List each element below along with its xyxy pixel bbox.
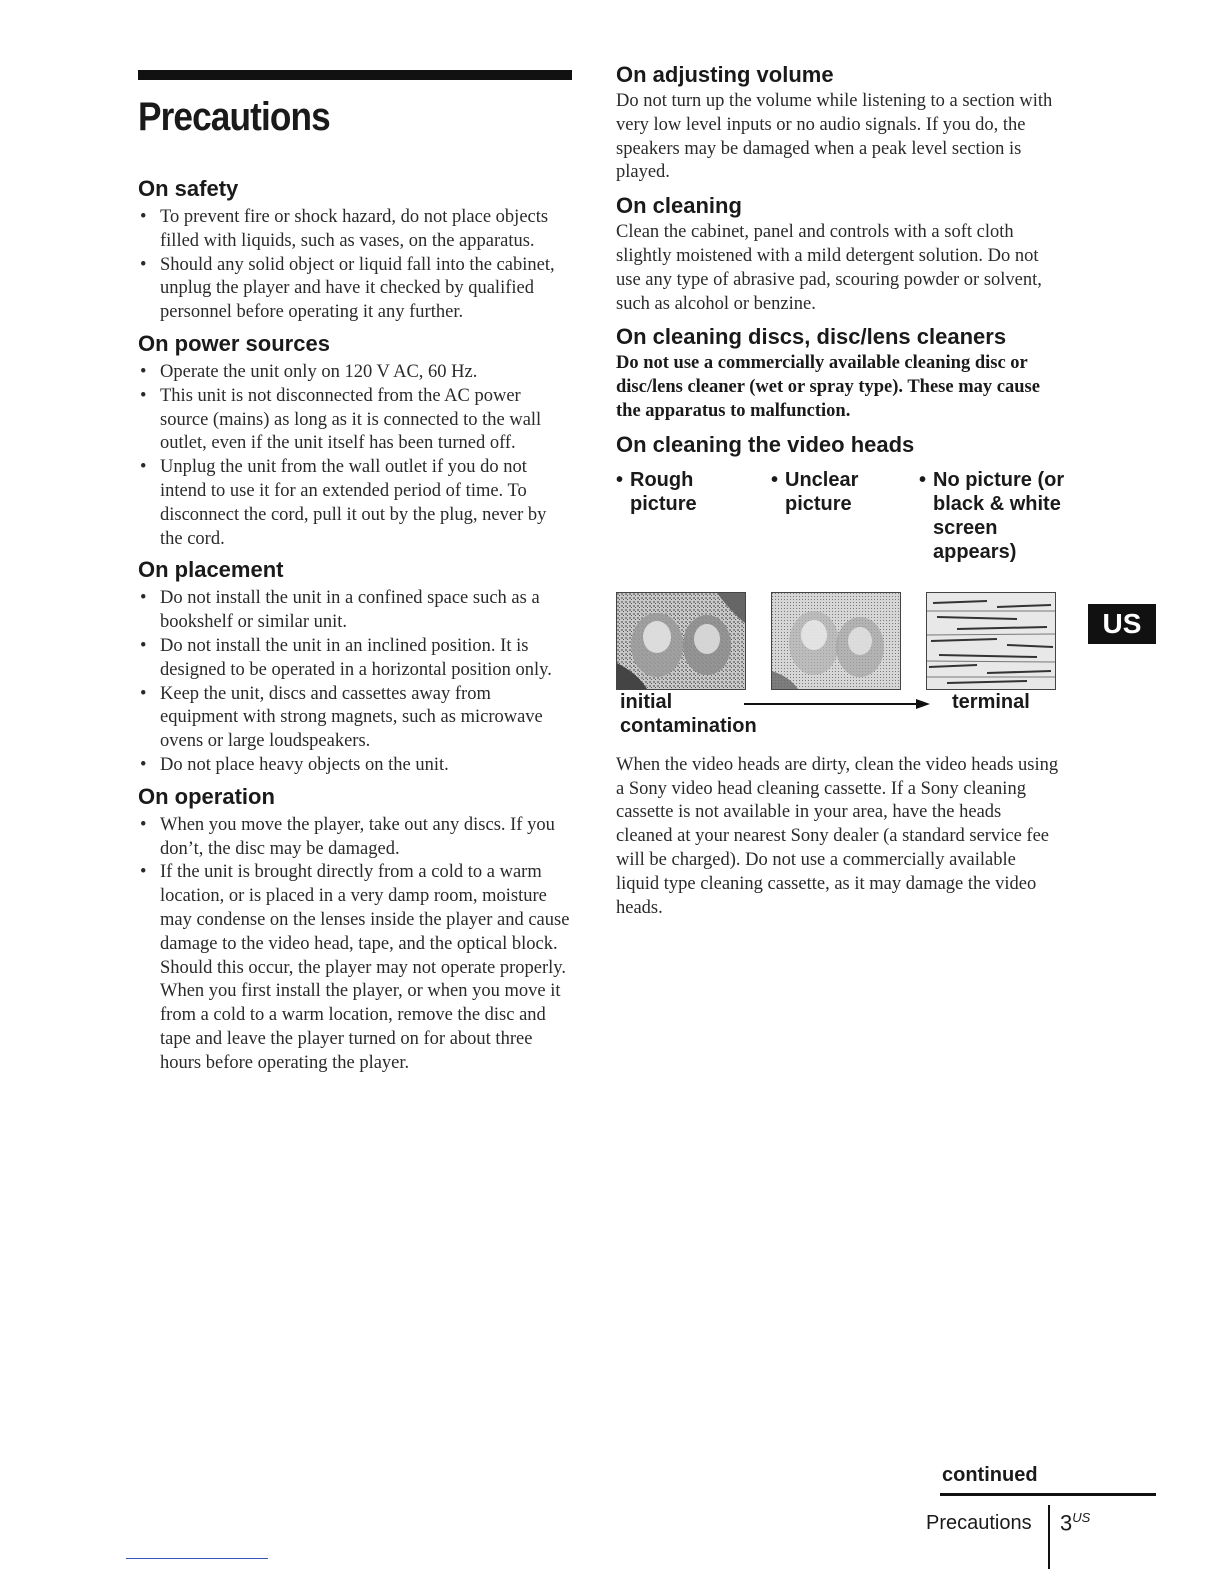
- list-item: • If the unit is brought directly from a cold to a warm location, or is placed in a very damp room, moisture may condense on the lenses inside the player and cause damage to the video head, tape, and the optical block. Should this occur, the player may not operate properly. When you first install the player, or when you move it from a cold to a warm location, remove the disc and tape and leave the player turned on for about three hours before operating the player.: [138, 861, 572, 1075]
- list-item: • When you move the player, take out any discs. If you don’t, the disc may be damaged.: [138, 814, 572, 862]
- contamination-images: [616, 592, 1061, 692]
- list-item: • Do not place heavy objects on the unit.: [138, 754, 572, 778]
- discs-warning-text: Do not use a commercially available cleaning disc or disc/lens cleaner (wet or spray type). These may cause the apparatus to malfunction.: [616, 353, 1040, 421]
- right-column: [616, 62, 1065, 920]
- operation-list: [138, 814, 572, 1076]
- footer-divider: [1048, 1505, 1050, 1569]
- list-item: • Do not install the unit in an inclined position. It is designed to be operated in a horizontal position only.: [138, 635, 572, 683]
- footer-section-name: Precautions: [926, 1512, 1032, 1534]
- initial-contamination-label: initial contamination: [620, 690, 757, 737]
- heading-on-placement: On placement: [138, 557, 284, 583]
- heading-on-cleaning-video-heads: On cleaning the video heads: [616, 431, 915, 457]
- page-title: Precautions: [138, 95, 330, 139]
- heading-on-cleaning-discs: On cleaning discs, disc/lens cleaners: [616, 324, 1007, 350]
- symptom-rough: [616, 468, 756, 516]
- no-picture-image: [926, 592, 1056, 690]
- safety-list: [138, 206, 572, 325]
- terminal-label: terminal: [952, 690, 1030, 713]
- power-list: [138, 361, 572, 551]
- list-item: • Keep the unit, discs and cassettes away from equipment with strong magnets, such as microwave ovens or large loudspeakers.: [138, 683, 572, 754]
- symptom-label: Rough picture: [630, 468, 697, 515]
- volume-text: Do not turn up the volume while listening to a section with very low level inputs or no audio signals. If you do, the speakers may be damaged when a peak level section is played.: [616, 91, 1053, 183]
- list-item: • Unplug the unit from the wall outlet if you do not intend to use it for an extended period of time. To disconnect the cord, pull it out by the plug, never by the cord.: [138, 456, 572, 551]
- heading-on-safety: On safety: [138, 176, 239, 201]
- symptom-unclear: [771, 468, 911, 516]
- arrow-right-icon: [744, 696, 930, 712]
- heading-on-adjusting-volume: On adjusting volume: [616, 62, 834, 87]
- unclear-picture-image: [771, 592, 901, 690]
- page-number-suffix: US: [1072, 1510, 1091, 1525]
- contamination-scale: [616, 692, 1061, 752]
- rough-picture-image: [616, 592, 746, 690]
- page-number: [1060, 1510, 1090, 1536]
- scan-artifact-line: [126, 1558, 268, 1559]
- page-number-value: 3: [1060, 1510, 1073, 1536]
- video-heads-text: When the video heads are dirty, clean the video heads using a Sony video head cleaning cassette. If a Sony cleaning cassette is not available in your area, have the heads cleaned at your nearest Sony dealer (a standard service fee will be charged). Do not use a commercially available liquid type cleaning cassette, as it may damage the video heads.: [616, 754, 1059, 918]
- bullet-dot-icon: •: [771, 468, 779, 491]
- bullet-dot-icon: •: [919, 468, 927, 491]
- symptom-label: Unclear picture: [785, 468, 859, 515]
- list-item: • Should any solid object or liquid fall into the cabinet, unplug the player and have it checked by qualified personnel before operating it any further.: [138, 254, 572, 325]
- placement-list: [138, 587, 572, 777]
- symptom-labels: [616, 468, 1065, 576]
- left-column: [138, 70, 572, 1076]
- footer-rule: [940, 1493, 1156, 1496]
- heading-on-power-sources: On power sources: [138, 330, 330, 356]
- heading-on-cleaning: On cleaning: [616, 193, 742, 219]
- list-item: • Operate the unit only on 120 V AC, 60 Hz.: [138, 361, 572, 385]
- cleaning-text: Clean the cabinet, panel and controls with a soft cloth slightly moistened with a mild detergent solution. Do not use any type of abrasive pad, scouring powder or solvent, such as alcohol or benzine.: [616, 222, 1042, 314]
- list-item: • This unit is not disconnected from the AC power source (mains) as long as it is connected to the wall outlet, even if the unit itself has been turned off.: [138, 385, 572, 456]
- continued-label: continued: [942, 1464, 1038, 1486]
- region-tab: US: [1088, 604, 1156, 644]
- bullet-dot-icon: •: [616, 468, 624, 491]
- list-item: • To prevent fire or shock hazard, do not place objects filled with liquids, such as vases, on the apparatus.: [138, 206, 572, 254]
- title-rule: [138, 70, 572, 80]
- list-item: • Do not install the unit in a confined space such as a bookshelf or similar unit.: [138, 587, 572, 635]
- symptom-label: No picture (or black & white screen appears): [933, 468, 1065, 563]
- symptom-no-picture: [919, 468, 1069, 564]
- heading-on-operation: On operation: [138, 783, 275, 809]
